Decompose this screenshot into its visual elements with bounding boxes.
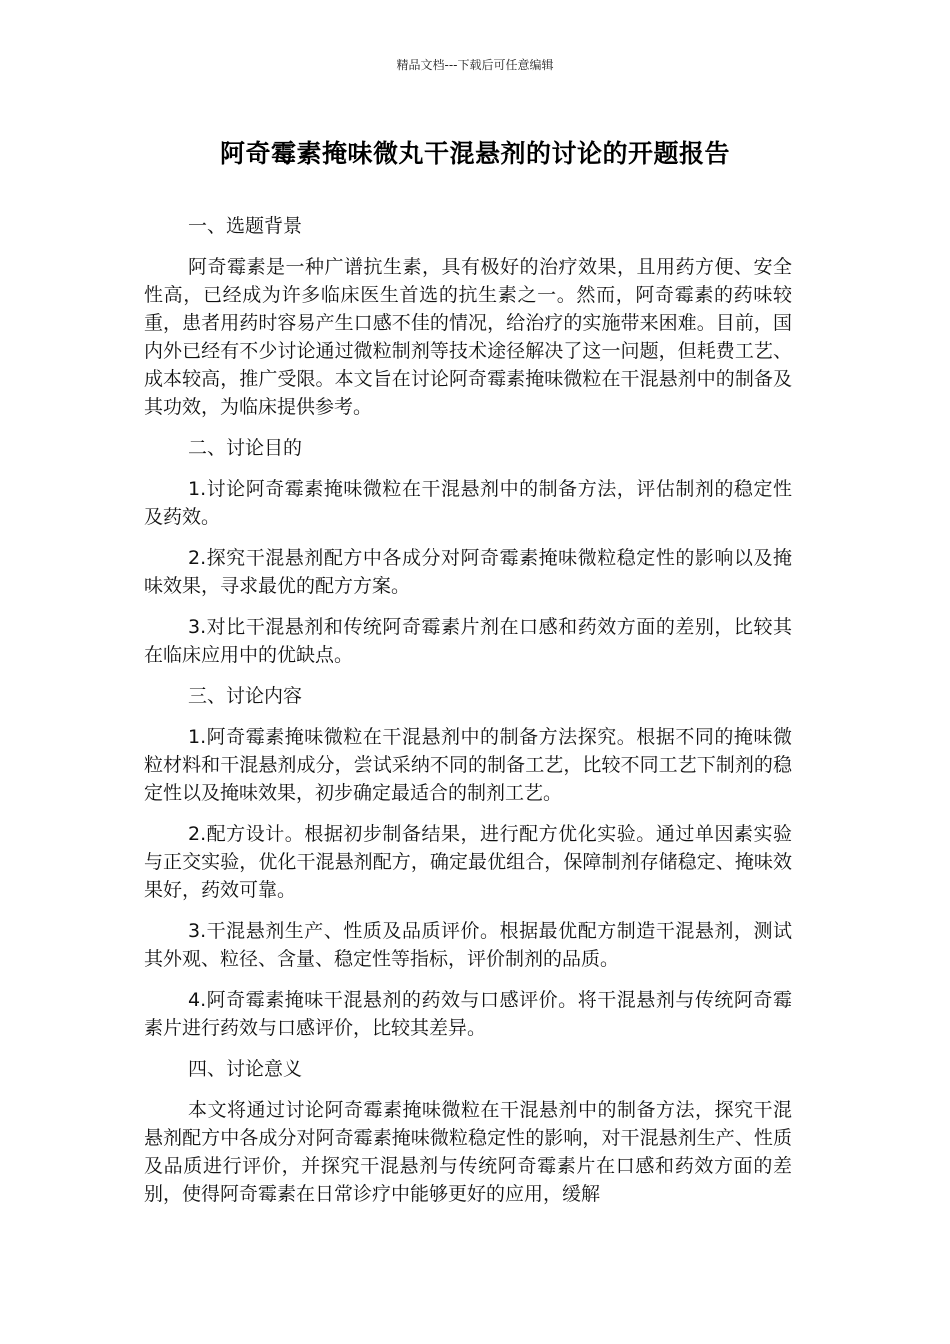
document-title: 阿奇霉素掩味微丸干混悬剂的讨论的开题报告 bbox=[219, 139, 730, 168]
paragraph: 1.阿奇霉素掩味微粒在干混悬剂中的制备方法探究。根据不同的掩味微粒材料和干混悬剂成分，尝试采纳不同的制备工艺，比较不同工艺下制剂的稳定性以及掩味效果，初步确定最适合的制剂工艺。 bbox=[144, 726, 792, 804]
paragraph: 2.探究干混悬剂配方中各成分对阿奇霉素掩味微粒稳定性的影响以及掩味效果，寻求最优的配方方案。 bbox=[144, 547, 792, 597]
section-heading-content: 三、讨论内容 bbox=[188, 685, 303, 707]
section-heading-significance: 四、讨论意义 bbox=[188, 1058, 303, 1080]
header-note: 精品文档---下载后可任意编辑 bbox=[396, 58, 554, 72]
section-heading-background: 一、选题背景 bbox=[188, 215, 303, 237]
paragraph: 2.配方设计。根据初步制备结果，进行配方优化实验。通过单因素实验与正交实验，优化干混悬剂配方，确定最优组合，保障制剂存储稳定、掩味效果好，药效可靠。 bbox=[144, 823, 792, 901]
paragraph: 4.阿奇霉素掩味干混悬剂的药效与口感评价。将干混悬剂与传统阿奇霉素片进行药效与口感评价，比较其差异。 bbox=[144, 989, 792, 1039]
section-heading-purpose: 二、讨论目的 bbox=[188, 437, 303, 459]
document-body bbox=[144, 212, 792, 1208]
paragraph: 3.对比干混悬剂和传统阿奇霉素片剂在口感和药效方面的差别，比较其在临床应用中的优缺点。 bbox=[144, 616, 792, 666]
paragraph: 本文将通过讨论阿奇霉素掩味微粒在干混悬剂中的制备方法，探究干混悬剂配方中各成分对阿奇霉素掩味微粒稳定性的影响，对干混悬剂生产、性质及品质进行评价，并探究干混悬剂与传统阿奇霉素片在口感和药效方面的差别，使得阿奇霉素在日常诊疗中能够更好的应用，缓解 bbox=[144, 1099, 792, 1205]
paragraph: 阿奇霉素是一种广谱抗生素，具有极好的治疗效果，且用药方便、安全性高，已经成为许多临床医生首选的抗生素之一。然而，阿奇霉素的药味较重，患者用药时容易产生口感不佳的情况，给治疗的实施带来困难。目前，国内外已经有不少讨论通过微粒制剂等技术途径解决了这一问题，但耗费工艺、成本较高，推广受限。本文旨在讨论阿奇霉素掩味微粒在干混悬剂中的制备及其功效，为临床提供参考。 bbox=[144, 256, 792, 418]
paragraph: 1.讨论阿奇霉素掩味微粒在干混悬剂中的制备方法，评估制剂的稳定性及药效。 bbox=[144, 478, 792, 528]
paragraph: 3.干混悬剂生产、性质及品质评价。根据最优配方制造干混悬剂，测试其外观、粒径、含量、稳定性等指标，评价制剂的品质。 bbox=[144, 920, 792, 970]
